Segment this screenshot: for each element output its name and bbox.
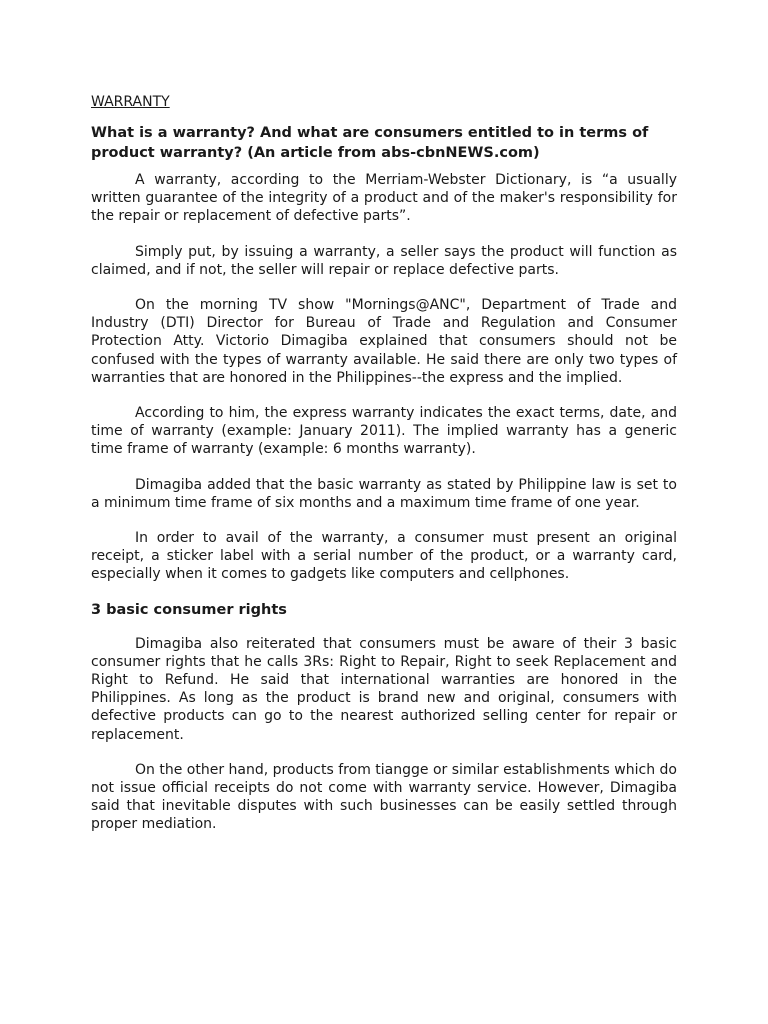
paragraph-tiangge: On the other hand, products from tiangge or similar establishments which do not issue official receipts do not come with warranty service. However, Dimagiba said that inevitable disputes with such businesses can be easily settled through proper mediation. — [91, 761, 677, 833]
paragraph-simply-put: Simply put, by issuing a warranty, a seller says the product will function as claimed, and if not, the seller will repair or replace defective parts. — [91, 243, 677, 278]
paragraph-definition: A warranty, according to the Merriam-Webster Dictionary, is “a usually written guarantee of the integrity of a product and of the maker's responsibility for the repair or replacement of defective parts”. — [91, 172, 677, 225]
paragraph-avail-warranty: In order to avail of the warranty, a consumer must present an original receipt, a sticker label with a serial number of the product, or a warranty card, especially when it comes to gadgets like computers and cellphones. — [91, 530, 677, 583]
paragraph-express-implied: According to him, the express warranty indicates the exact terms, date, and time of warranty (example: January 2011). The implied warranty has a generic time frame of warranty (example: 6 months warranty). — [91, 405, 677, 458]
paragraph-3rs: Dimagiba also reiterated that consumers must be aware of their 3 basic consumer rights that he calls 3Rs: Right to Repair, Right to seek Replacement and Right to Refund. He said that international warranties are honored in the Philippines. As long as the product is brand new and original, consumers with defective products can go to the nearest authorized selling center for repair or replacement. — [91, 635, 677, 743]
document-title: WARRANTY — [91, 94, 170, 110]
paragraph-tv-show: On the morning TV show "Mornings@ANC", Department of Trade and Industry (DTI) Director for Bureau of Trade and Regulation and Consumer Protection Atty. Victorio Dimagiba explained that consumers should not be confused with the types of warranty available. He said there are only two types of warranties that are honored in the Philippines--the express and the implied. — [91, 297, 677, 386]
document-page — [91, 93, 677, 851]
section-heading-consumer-rights: 3 basic consumer rights — [91, 601, 287, 618]
paragraph-basic-warranty: Dimagiba added that the basic warranty as stated by Philippine law is set to a minimum time frame of six months and a maximum time frame of one year. — [91, 476, 677, 511]
document-subtitle: What is a warranty? And what are consumers entitled to in terms of product warranty? (An article from abs-cbnNEWS.com) — [91, 125, 649, 161]
